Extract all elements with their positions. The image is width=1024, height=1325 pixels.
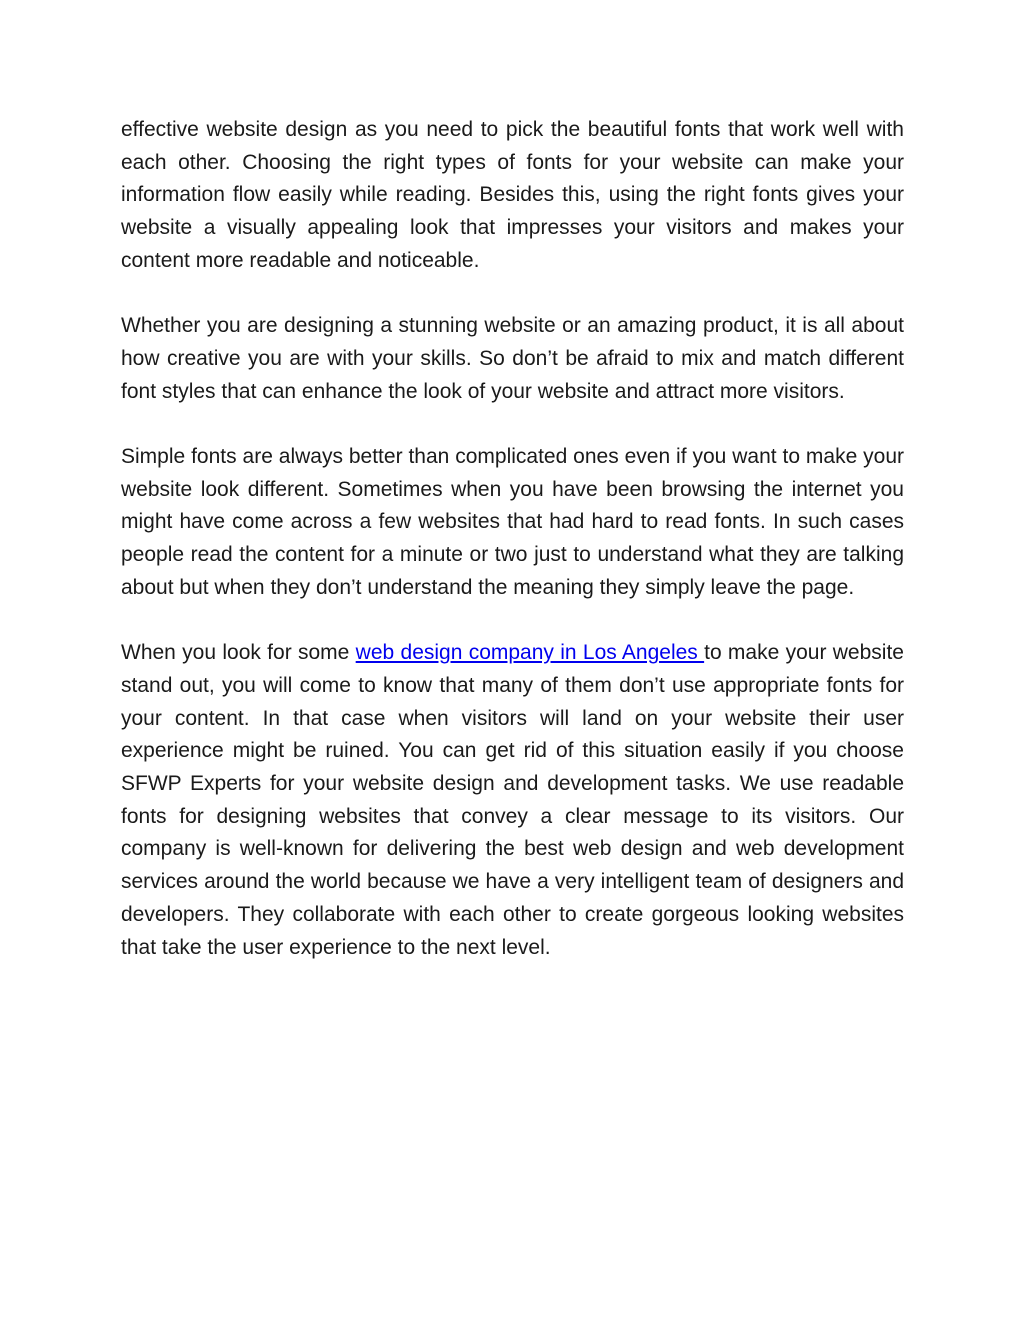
paragraph-simple-fonts: Simple fonts are always better than complicated ones even if you want to make your website look different. Sometimes when you have been browsing the internet you might have come across a few websites that had hard to read fonts. In such cases people read the content for a minute or two just to understand what they are talking about but when they don’t understand the meaning they simply leave the page. bbox=[121, 445, 904, 599]
paragraph-creativity: Whether you are designing a stunning website or an amazing product, it is all about how creative you are with your skills. So don’t be afraid to mix and match different font styles that can enhance the look of your website and attract more visitors. bbox=[121, 314, 904, 403]
paragraph-font-pairing: effective website design as you need to pick the beautiful fonts that work well with each other. Choosing the right types of fonts for your website can make your information flow easily while reading. Besides this, using the right fonts gives your website a visually appealing look that impresses your visitors and makes your content more readable and noticeable. bbox=[121, 118, 904, 272]
paragraph-text-after-link: to make your website stand out, you will come to know that many of them don’t use appropriate fonts for your content. In that case when visitors will land on your website their user experience might be ruined. You can get rid of this situation easily if you choose SFWP Experts for your website design and development tasks. We use readable fonts for designing websites that convey a clear message to its visitors. Our company is well-known for delivering the best web design and web development services around the world because we have a very intelligent team of designers and developers. They collaborate with each other to create gorgeous looking websites that take the user experience to the next level. bbox=[121, 641, 904, 959]
web-design-company-link[interactable]: web design company in Los Angeles bbox=[355, 641, 705, 665]
document-page bbox=[121, 114, 904, 964]
paragraph-web-design-company bbox=[121, 637, 904, 964]
paragraph-text-before-link: When you look for some bbox=[121, 641, 356, 665]
